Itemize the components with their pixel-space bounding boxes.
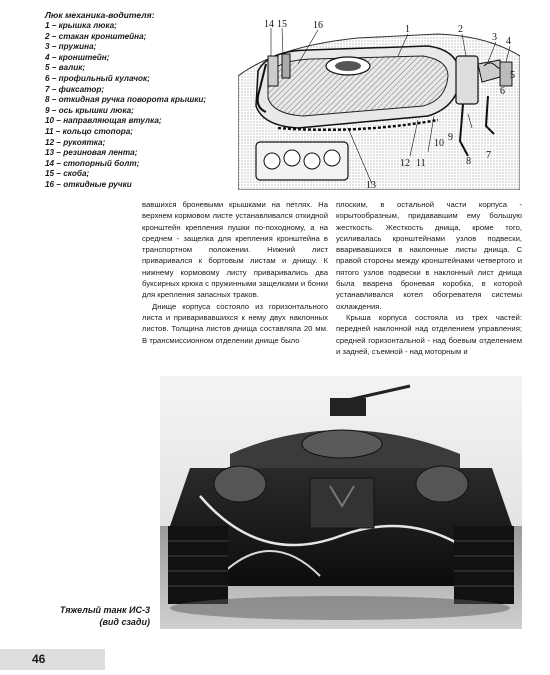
clamp [268,56,278,86]
legend-item: 2 – стакан кронштейна; [45,31,147,41]
legend-item: 10 – направляющая втулка; [45,116,162,126]
photo-caption [50,604,150,628]
legend-item: 13 – резиновая лента; [45,148,138,158]
callout-label: 2 [458,24,463,35]
periscope-center [335,61,361,71]
callout-label: 7 [486,150,491,161]
callout-label: 6 [500,86,505,97]
body-paragraph: плоским, в остальной части корпуса - корытообразным, придававшим ему большую жесткость. Жесткость днища, кроме того, усиливалась кронштейнами узлов подвески, вваривавшихся в наклонные листы днища. С правой стороны между кронштейнами четвертого и пятого узлов подвески в наклонный лист днища была вварена броневая коробка, в которой устанавливался котел обогревателя системы охлаждения. [336,200,522,311]
legend-item: 6 – профильный кулачок; [45,73,150,83]
fuel-drum-right [416,466,468,502]
legend-item: 15 – скоба; [45,169,90,179]
hatch-technical-drawing [238,16,520,190]
fuel-drum-top [302,430,382,458]
legend-item: 4 – кронштейн; [45,52,110,62]
tank-shadow [170,596,510,620]
callout-label: 15 [277,19,287,30]
callout-label: 14 [264,19,274,30]
callout-label: 13 [366,180,376,190]
gauge-icon [324,150,340,166]
callout-label: 4 [506,36,511,47]
track-left [168,526,228,604]
gauge-icon [304,153,320,169]
track-right [454,526,514,604]
body-paragraph: вавшихся броневыми крышками на петлях. На верхнем кормовом листе устанавливался откидной кронштейн крепления пушки по-походному, а на среднем - защелка для крепления кронштейна в транспортном положении. Нижний лист приваривался к бортовым листам и днищу. К нижнему кормовому листу приваривались два буксирных крюка с пружинными защелками и бонки для крепления запасных траков. [142,200,328,300]
callout-label: 16 [313,20,323,31]
legend-title: Люк механика-водителя: [45,10,155,20]
bracket-cup [456,56,478,104]
legend-item: 3 – пружина; [45,42,97,52]
legend-item: 5 – валик; [45,63,86,73]
legend-item: 8 – откидная ручка поворота крышки; [45,95,207,105]
callout-label: 10 [434,138,444,149]
gauge-icon [264,153,280,169]
body-paragraph: Крыша корпуса состояла из трех частей: передней наклонной над отделением управления; средней горизонтальной - над боевым отделением и задней, съемной - над моторным и [336,312,522,356]
page-number-bar [0,649,105,670]
callout-label: 12 [400,158,410,169]
lock-bolt [282,54,290,78]
callout-label: 8 [466,156,471,167]
callout-label: 3 [492,32,497,43]
fuel-drum-left [214,466,266,502]
drawing-legend [45,10,235,191]
gauge-icon [284,150,300,166]
text-column-right [336,199,522,357]
legend-item: 1 – крышка люка; [45,21,117,30]
legend-item: 16 – откидные ручки [45,179,132,189]
page-number: 46 [32,652,46,666]
caption-line: Тяжелый танк ИС-3 [59,605,150,615]
callout-label: 11 [416,158,426,169]
caption-line: (вид сзади) [99,617,150,627]
tank-rear-photo [160,376,522,629]
legend-item: 12 – рукоятка; [45,137,106,147]
rear-plate [310,478,374,528]
callout-label: 5 [510,70,515,81]
legend-list [45,21,235,191]
legend-item: 11 – кольцо стопора; [45,126,133,136]
legend-item: 14 – стопорный болт; [45,158,140,168]
callout-label: 9 [448,132,453,143]
legend-item: 9 – ось крышки люка; [45,105,134,115]
body-paragraph: Днище корпуса состояло из горизонтального листа и приваривавшихся к нему двух наклонных листов. Толщина листов днища составляла 20 мм. В трансмиссионном отделении днище было [142,301,328,345]
legend-item: 7 – фиксатор; [45,84,105,94]
text-column-left [142,199,328,346]
anti-aircraft-gun-mount [330,398,366,416]
callout-label: 1 [405,24,410,35]
